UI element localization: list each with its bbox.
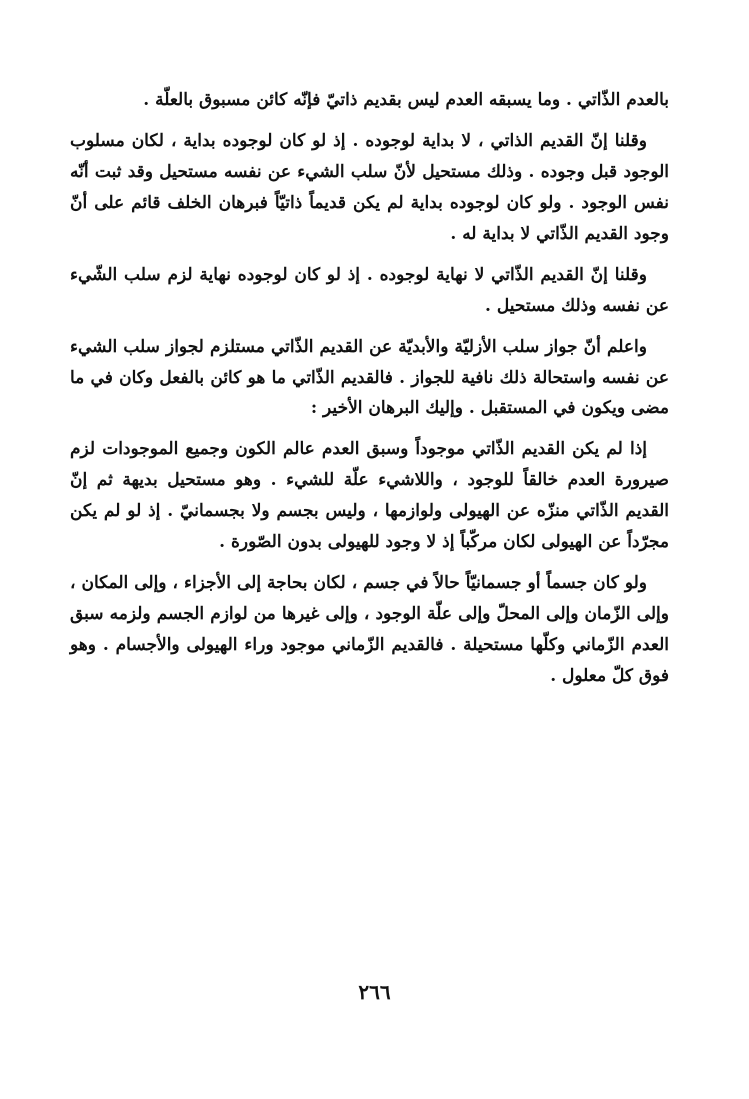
page-number: ٢٦٦	[358, 980, 391, 1004]
paragraph-4: واعلم أنّ جواز سلب الأزليّة والأبديّة عن القديم الذّاتي مستلزم لجواز سلب الشيء عن نفسه واستحالة ذلك نافية للجواز . فالقديم الذّاتي ما هو كائن بالفعل وكان في ما مضى ويكون في المستقبل . وإليك البرهان الأخير :	[70, 336, 669, 419]
paragraph-2: وقلنا إنّ القديم الذاتي ، لا بداية لوجوده . إذ لو كان لوجوده بداية ، لكان مسلوب الوجود قبل وجوده . وذلك مستحيل لأنّ سلب الشيء عن نفسه مستحيل وقد ثبت أنّه نفس الوجود . ولو كان لوجوده بداية لم يكن قديماً ذاتيّاً فبرهان الخلف قائم على أنّ وجود القديم الذّاتي لا بداية له .	[70, 130, 669, 244]
body-text	[70, 85, 669, 702]
paragraph-1: بالعدم الذّاتي . وما يسبقه العدم ليس بقديم ذاتيّ فإنّه كائن مسبوق بالعلّة .	[143, 90, 669, 110]
paragraph-5: إذا لم يكن القديم الذّاتي موجوداً وسبق العدم عالم الكون وجميع الموجودات لزم صيرورة العدم خالقاً للوجود ، واللاشيء علّة للشيء . وهو مستحيل بديهة ثم إنّ القديم الذّاتي منزّه عن الهيولى ولوازمها ، وليس بجسم ولا بجسمانيّ . إذ لو لم يكن مجرّداً عن الهيولى لكان مركّباً إذ لا وجود للهيولى بدون الصّورة .	[70, 439, 669, 553]
paragraph-3: وقلنا إنّ القديم الذّاتي لا نهاية لوجوده . إذ لو كان لوجوده نهاية لزم سلب الشّيء عن نفسه وذلك مستحيل .	[70, 264, 669, 316]
paragraph-6: ولو كان جسماً أو جسمانيّاً حالاً في جسم ، لكان بحاجة إلى الأجزاء ، وإلى المكان ، وإلى الزّمان وإلى المحلّ وإلى علّة الوجود ، وإلى غيرها من لوازم الجسم ولزمه سبق العدم الزّماني وكلّها مستحيلة . فالقديم الزّماني موجود وراء الهيولى والأجسام . وهو فوق كلّ معلول .	[70, 573, 669, 686]
